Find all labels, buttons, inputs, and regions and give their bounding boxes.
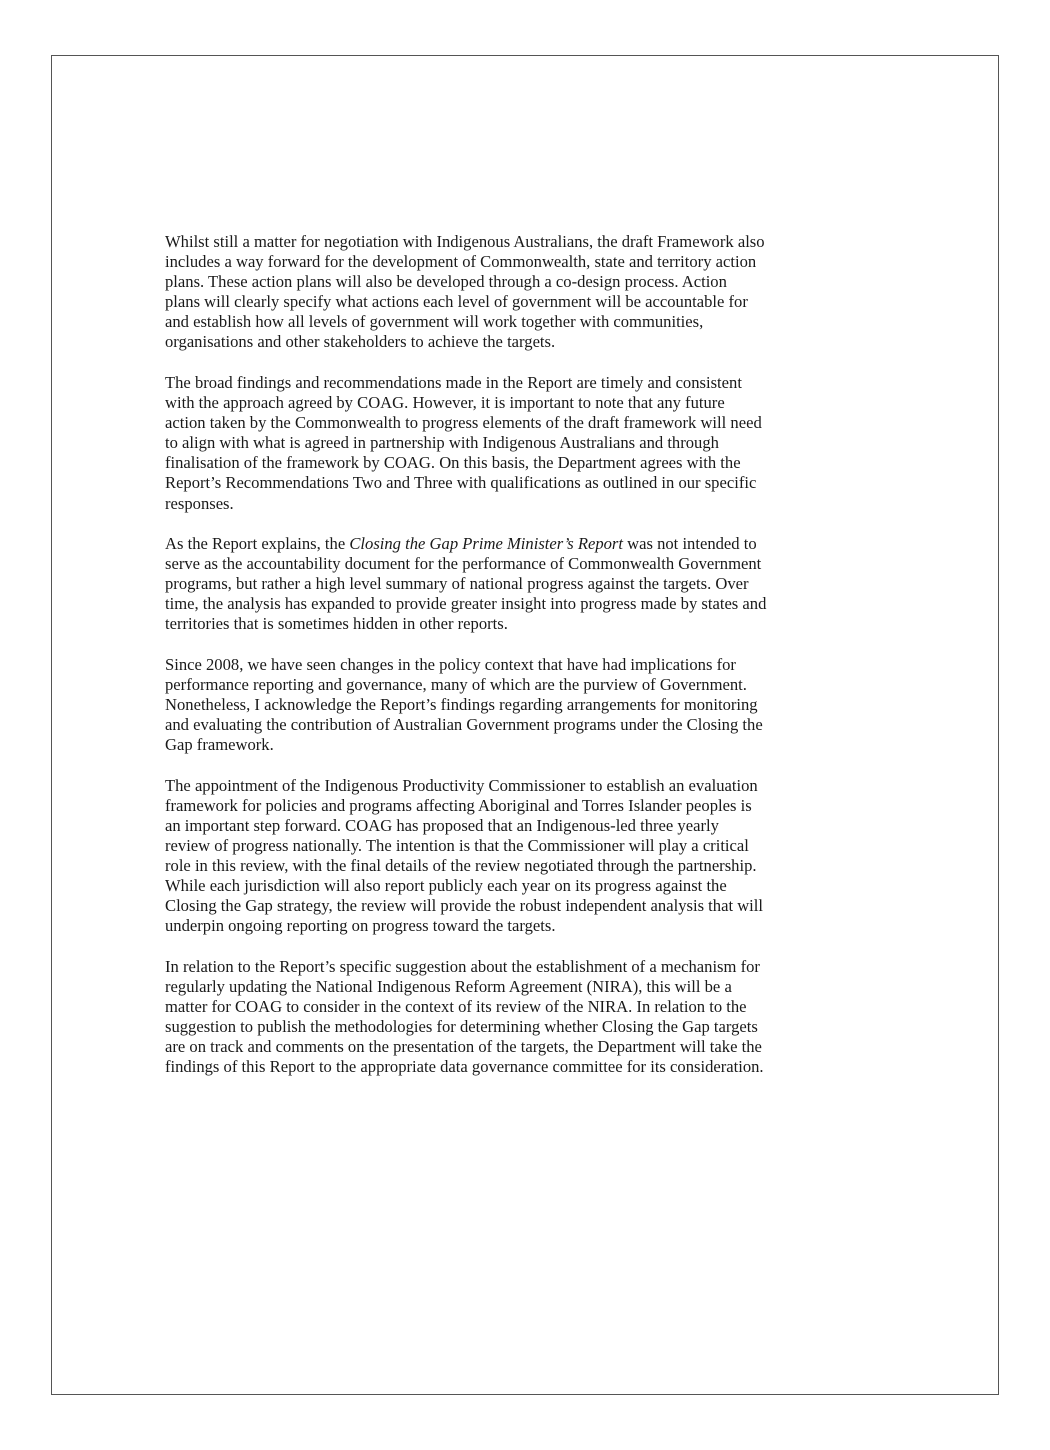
text-line: performance reporting and governance, many of which are the purview of Government.	[165, 674, 747, 694]
report-title-italic: Closing the Gap Prime Minister’s Report	[349, 534, 623, 553]
text-run: As the Report explains, the	[165, 534, 350, 553]
paragraph-report-explains	[165, 534, 905, 634]
text-line: plans. These action plans will also be developed through a co-design process. Action	[165, 272, 727, 292]
text-line: time, the analysis has expanded to provide greater insight into progress made by states and	[165, 594, 767, 614]
text-line: underpin ongoing reporting on progress toward the targets.	[165, 916, 556, 936]
text-line: responses.	[165, 493, 234, 513]
document-body	[165, 232, 905, 1098]
text-line: Closing the Gap strategy, the review will provide the robust independent analysis that will	[165, 896, 764, 916]
text-line: with the approach agreed by COAG. However, it is important to note that any future	[165, 393, 725, 413]
text-line: review of progress nationally. The intention is that the Commissioner will play a critical	[165, 836, 749, 855]
text-line: organisations and other stakeholders to achieve the targets.	[165, 332, 556, 352]
text-line: Whilst still a matter for negotiation with Indigenous Australians, the draft Framework also	[165, 232, 765, 251]
text-line: Nonetheless, I acknowledge the Report’s findings regarding arrangements for monitoring	[165, 695, 758, 715]
text-line: action taken by the Commonwealth to progress elements of the draft framework will need	[165, 413, 762, 433]
text-line: suggestion to publish the methodologies for determining whether Closing the Gap targets	[165, 1017, 758, 1037]
text-line: role in this review, with the final details of the review negotiated through the partnership.	[165, 856, 757, 876]
text-line	[165, 534, 905, 554]
text-line: serve as the accountability document for the performance of Commonwealth Government	[165, 554, 762, 574]
text-line: finalisation of the framework by COAG. On this basis, the Department agrees with the	[165, 453, 741, 473]
text-line: are on track and comments on the presentation of the targets, the Department will take the	[165, 1037, 762, 1057]
paragraph-commissioner	[165, 776, 905, 937]
paragraph-nira	[165, 957, 905, 1078]
text-line: to align with what is agreed in partnership with Indigenous Australians and through	[165, 433, 719, 453]
text-line: The broad findings and recommendations made in the Report are timely and consistent	[165, 372, 742, 392]
text-run: was not intended to	[622, 534, 757, 553]
text-line: and establish how all levels of government will work together with communities,	[165, 312, 704, 332]
text-line: The appointment of the Indigenous Productivity Commissioner to establish an evaluation	[165, 775, 758, 795]
text-line: While each jurisdiction will also report publicly each year on its progress against the	[165, 876, 727, 896]
text-line: plans will clearly specify what actions each level of government will be accountable for	[165, 292, 748, 312]
text-line: Gap framework.	[165, 735, 274, 755]
text-line: territories that is sometimes hidden in other reports.	[165, 614, 508, 634]
text-line: In relation to the Report’s specific suggestion about the establishment of a mechanism for	[165, 956, 760, 976]
text-line: programs, but rather a high level summary of national progress against the targets. Over	[165, 574, 749, 594]
text-line: Report’s Recommendations Two and Three with qualifications as outlined in our specific	[165, 473, 757, 493]
text-line: Since 2008, we have seen changes in the policy context that have had implications for	[165, 654, 736, 674]
text-line: and evaluating the contribution of Australian Government programs under the Closing the	[165, 715, 763, 735]
text-line: regularly updating the National Indigenous Reform Agreement (NIRA), this will be a	[165, 976, 732, 996]
text-line: includes a way forward for the development of Commonwealth, state and territory action	[165, 252, 757, 272]
text-line: matter for COAG to consider in the context of its review of the NIRA. In relation to the	[165, 997, 747, 1017]
text-line: findings of this Report to the appropriate data governance committee for its consideration.	[165, 1057, 764, 1077]
paragraph-action-plans	[165, 232, 905, 353]
paragraph-since-2008	[165, 655, 905, 755]
text-line: an important step forward. COAG has proposed that an Indigenous-led three yearly	[165, 815, 719, 835]
paragraph-broad-findings	[165, 373, 905, 514]
text-line: framework for policies and programs affecting Aboriginal and Torres Islander peoples is	[165, 795, 752, 815]
